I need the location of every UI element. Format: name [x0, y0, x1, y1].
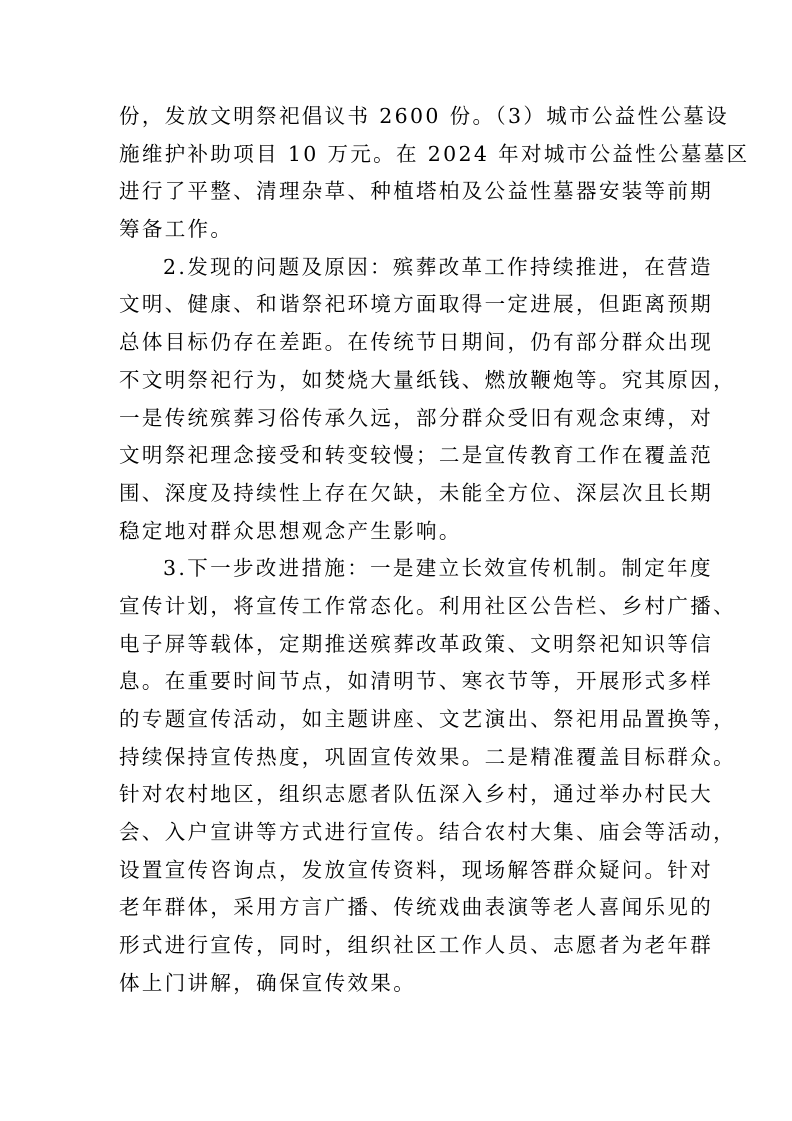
body-text: [119, 98, 750, 1003]
paragraph-2-line-4: 不文明祭祀行为，如焚烧大量纸钱、燃放鞭炮等。究其原因，: [119, 367, 736, 392]
paragraph-2-line-7: 围、深度及持续性上存在欠缺，未能全方位、深层次且长期: [119, 480, 714, 505]
paragraph-3-line-8: 会、入户宣讲等方式进行宣传。结合农村大集、庙会等活动，: [119, 820, 736, 845]
paragraph-2-line-3: 总体目标仍存在差距。在传统节日期间，仍有部分群众出现: [119, 330, 714, 355]
paragraph-1-line-4: 筹备工作。: [119, 217, 234, 242]
paragraph-1-line-2: 施维护补助项目 10 万元。在 2024 年对城市公益性公墓墓区: [119, 141, 750, 166]
paragraph-3-line-4: 息。在重要时间节点，如清明节、寒衣节等，开展形式多样: [119, 669, 714, 694]
paragraph-3-line-2: 宣传计划，将宣传工作常态化。利用社区公告栏、乡村广播、: [119, 593, 736, 618]
paragraph-3-line-9: 设置宣传咨询点，发放宣传资料，现场解答群众疑问。针对: [119, 857, 714, 882]
paragraph-3-line-7: 针对农村地区，组织志愿者队伍深入乡村，通过举办村民大: [119, 782, 714, 807]
paragraph-2-line-5: 一是传统殡葬习俗传承久远，部分群众受旧有观念束缚，对: [119, 405, 714, 430]
paragraph-2-line-8: 稳定地对群众思想观念产生影响。: [119, 518, 462, 543]
paragraph-3-line-12: 体上门讲解，确保宣传效果。: [119, 970, 417, 995]
paragraph-3-line-1: 3.下一步改进措施：一是建立长效宣传机制。制定年度: [163, 556, 713, 581]
paragraph-3-line-6: 持续保持宣传热度，巩固宣传效果。二是精准覆盖目标群众。: [119, 744, 736, 769]
paragraph-3-line-10: 老年群体，采用方言广播、传统戏曲表演等老人喜闻乐见的: [119, 895, 714, 920]
paragraph-3-line-3: 电子屏等载体，定期推送殡葬改革政策、文明祭祀知识等信: [119, 631, 714, 656]
paragraph-3-line-5: 的专题宣传活动，如主题讲座、文艺演出、祭祀用品置换等，: [119, 707, 736, 731]
paragraph-1-line-3: 进行了平整、清理杂草、种植塔柏及公益性墓器安装等前期: [119, 179, 714, 204]
paragraph-2-line-1: 2.发现的问题及原因：殡葬改革工作持续推进，在营造: [163, 254, 713, 279]
paragraph-2-line-6: 文明祭祀理念接受和转变较慢；二是宣传教育工作在覆盖范: [119, 443, 714, 468]
paragraph-2-line-2: 文明、健康、和谐祭祀环境方面取得一定进展，但距离预期: [119, 292, 714, 317]
paragraph-3-line-11: 形式进行宣传，同时，组织社区工作人员、志愿者为老年群: [119, 933, 714, 958]
paragraph-1-line-1: 份，发放文明祭祀倡议书 2600 份。（3）城市公益性公墓设: [119, 104, 729, 128]
